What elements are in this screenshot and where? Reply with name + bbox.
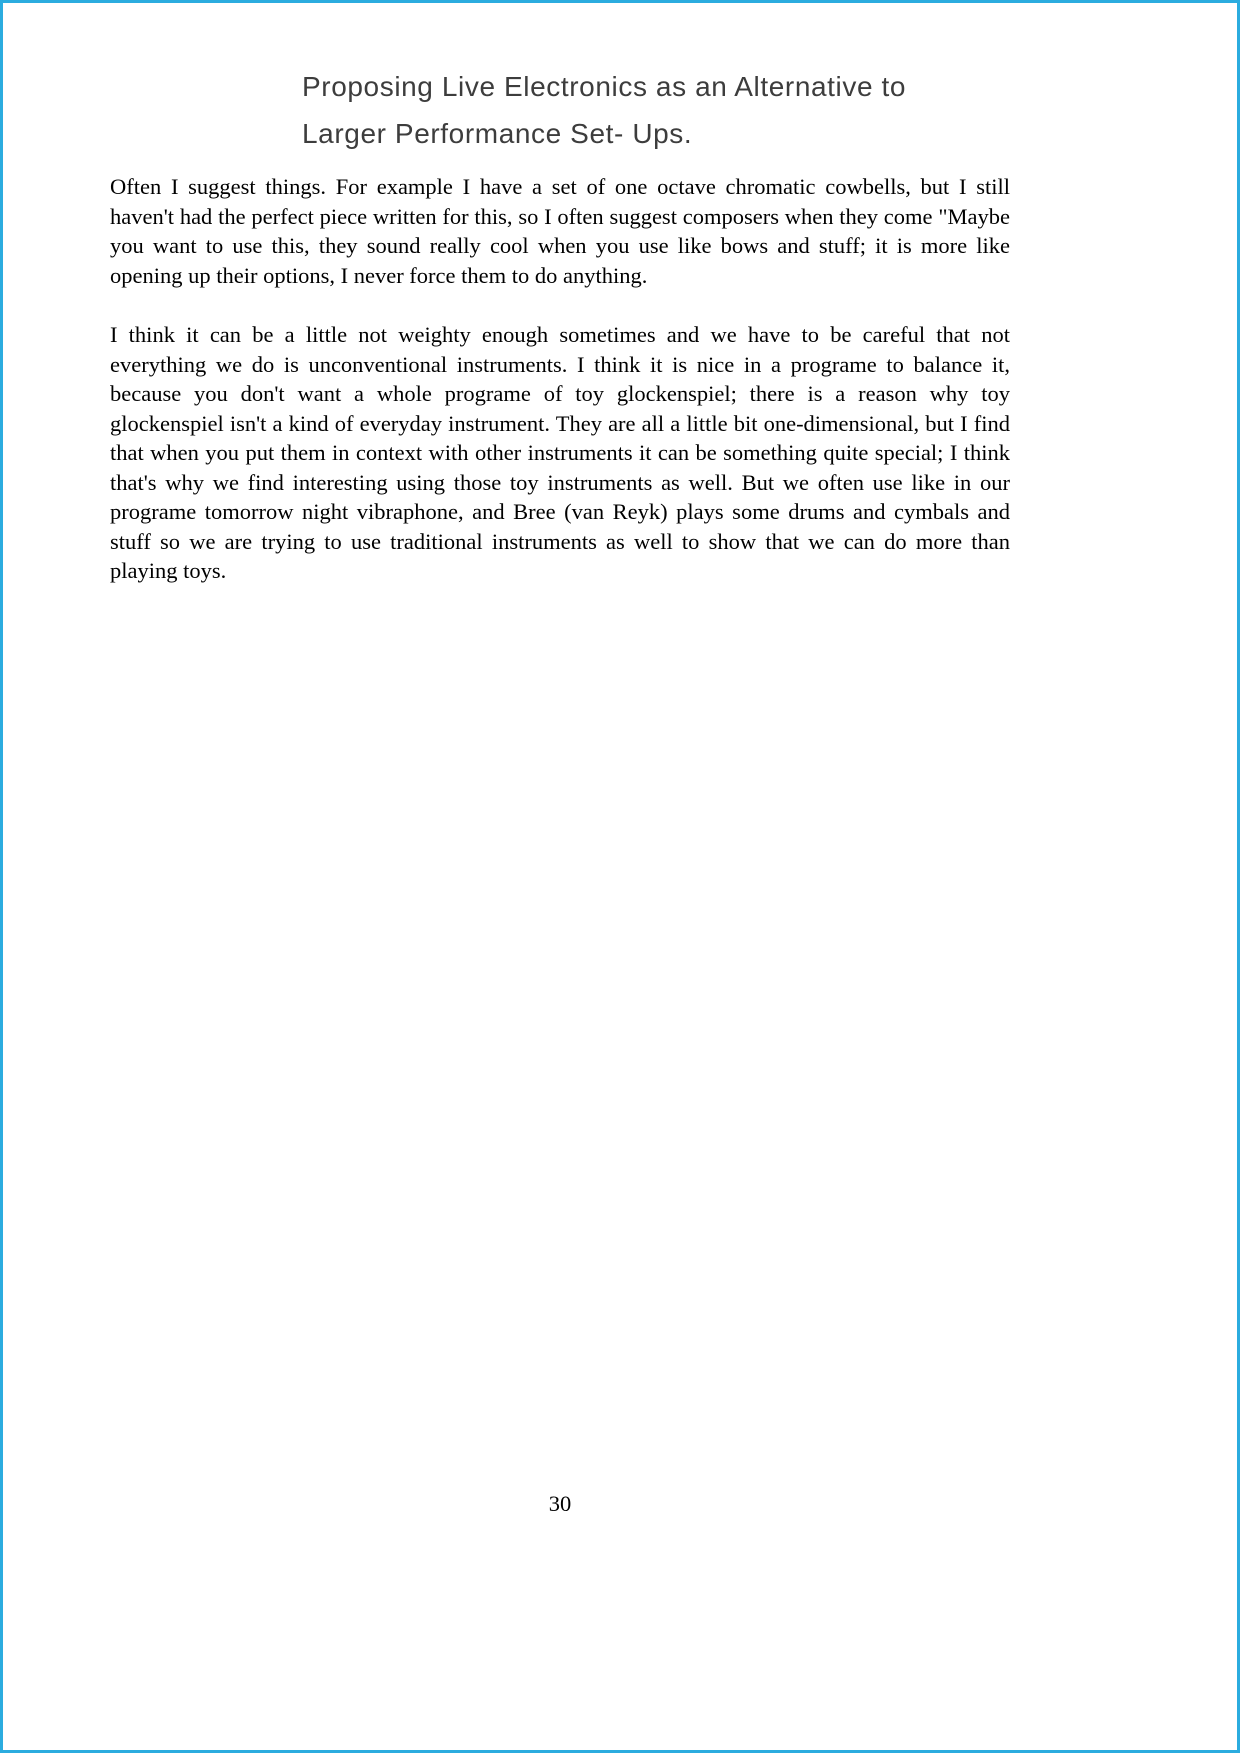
paragraph-2: I think it can be a little not weighty enough sometimes and we have to be careful that not everything we do is unconventional instruments. I think it is nice in a programe to balance it, because you don't want a whole programe of toy glockenspiel; there is a reason why toy glockenspiel isn't a kind of everyday instrument. They are all a little bit one-dimensional, but I find that when you put them in context with other instruments it can be something quite special; I think that's why we find interesting using those toy instruments as well. But we often use like in our programe tomorrow night vibraphone, and Bree (van Reyk) plays some drums and cymbals and stuff so we are trying to use traditional instruments as well to show that we can do more than playing toys. xyxy=(110,322,1010,583)
title-line-1: Proposing Live Electronics as an Alternative to xyxy=(302,71,907,102)
page-title xyxy=(302,63,906,157)
title-line-2: Larger Performance Set- Ups. xyxy=(302,118,693,149)
paragraph-1: Often I suggest things. For example I have a set of one octave chromatic cowbells, but I still haven't had the perfect piece written for this, so I often suggest composers when they come "Maybe you want to use this, they sound really cool when you use like bows and stuff; it is more like opening up their options, I never force them to do anything. xyxy=(110,174,1010,288)
page-number: 30 xyxy=(548,1491,572,1516)
body-text xyxy=(110,172,1010,616)
